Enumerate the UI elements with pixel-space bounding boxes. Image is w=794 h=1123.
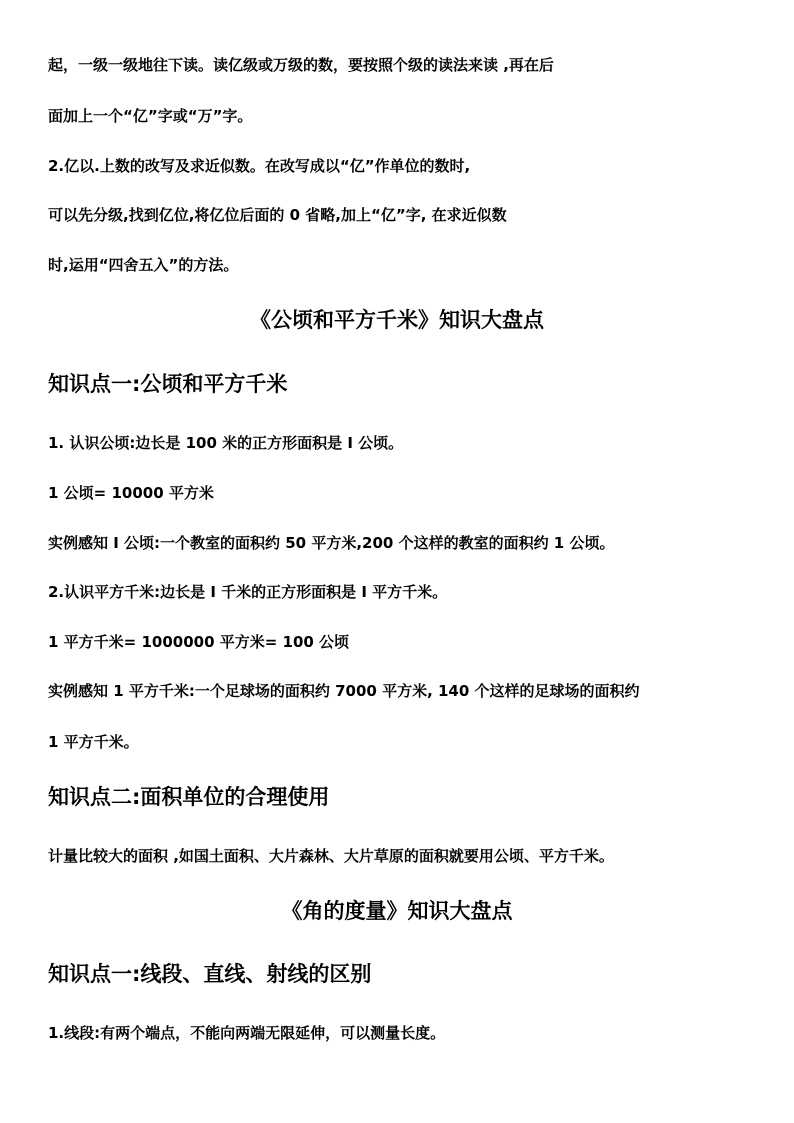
paragraph-line: 1 平方千米。: [48, 733, 139, 751]
paragraph-line: 计量比较大的面积 ,如国土面积、大片森林、大片草原的面积就要用公顷、平方千米。: [48, 847, 614, 865]
paragraph-line: 2.亿以.上数的改写及求近似数。在改写成以“亿”作单位的数时,: [48, 157, 471, 175]
paragraph-line: 实例感知 1 平方千米:一个足球场的面积约 7000 平方米, 140 个这样的足球场的面积约: [48, 682, 640, 700]
paragraph-line: 实例感知 I 公顷:一个教室的面积约 50 平方米,200 个这样的教室的面积约 1 公顷。: [48, 534, 615, 552]
paragraph-line: 1 平方千米= 1000000 平方米= 100 公顷: [48, 633, 350, 651]
paragraph-line: 可以先分级,找到亿位,将亿位后面的 0 省略,加上“亿”字, 在求近似数: [48, 206, 507, 224]
paragraph-line: 时,运用“四舍五入”的方法。: [48, 256, 239, 274]
knowledge-point-heading: 知识点二:面积单位的合理使用: [48, 785, 330, 809]
paragraph-line: 1 公顷= 10000 平方米: [48, 484, 214, 502]
paragraph-line: 起，一级一级地往下读。读亿级或万级的数，要按照个级的读法来读 ,再在后: [48, 56, 554, 74]
section-title: 《角的度量》知识大盘点: [281, 899, 513, 923]
section-title: 《公顷和平方千米》知识大盘点: [250, 308, 544, 332]
knowledge-point-heading: 知识点一:线段、直线、射线的区别: [48, 962, 372, 986]
paragraph-line: 1. 认识公顷:边长是 100 米的正方形面积是 I 公顷。: [48, 434, 404, 452]
paragraph-line: 2.认识平方千米:边长是 I 千米的正方形面积是 I 平方千米。: [48, 583, 448, 601]
paragraph-line: 面加上一个“亿”字或“万”字。: [48, 107, 253, 125]
paragraph-line: 1.线段:有两个端点，不能向两端无限延伸，可以测量长度。: [48, 1024, 446, 1042]
knowledge-point-heading: 知识点一:公顷和平方千米: [48, 372, 288, 396]
